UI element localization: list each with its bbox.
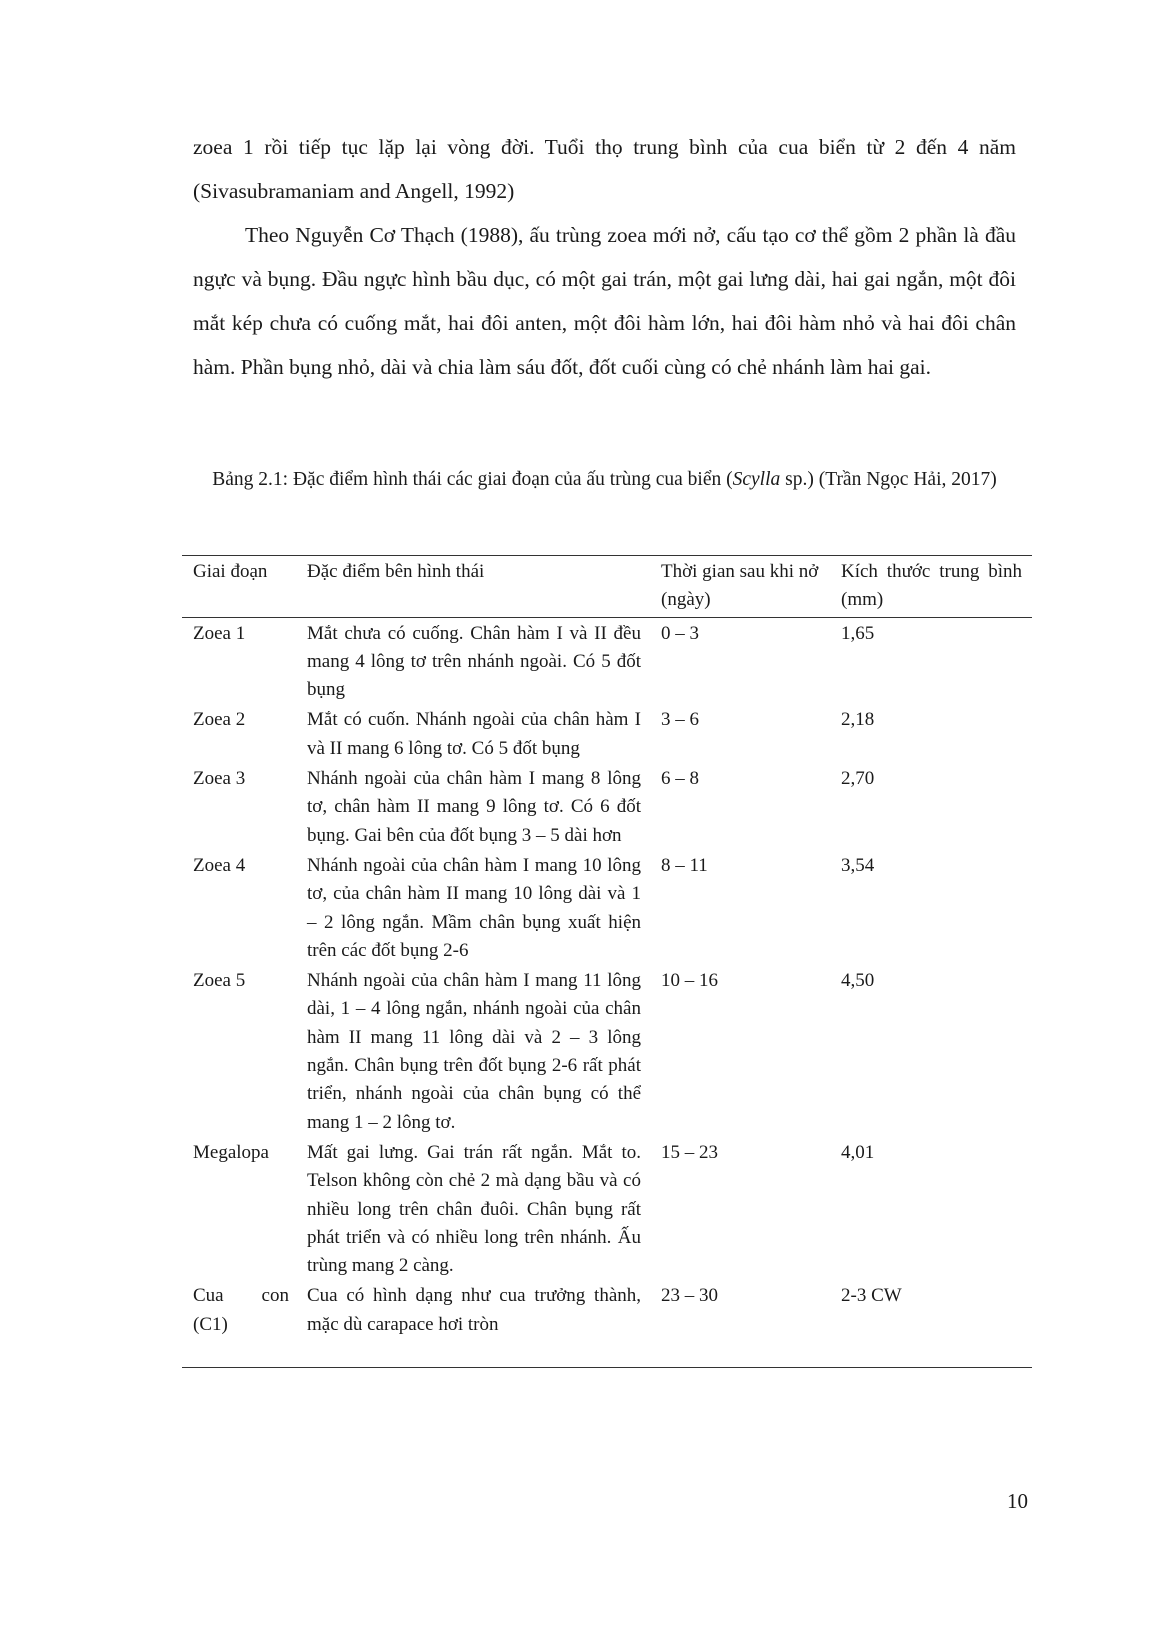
- table-container: [182, 555, 1032, 1368]
- body-text: [193, 125, 1016, 389]
- caption-text-after: sp.) (Trần Ngọc Hải, 2017): [780, 469, 997, 490]
- cell-morphology: Nhánh ngoài của chân hàm I mang 8 lông tơ, chân hàm II mang 9 lông tơ. Có 6 đốt bụng. Gai bên của đốt bụng 3 – 5 dài hơn: [307, 768, 641, 846]
- table-header-row: [182, 556, 1032, 618]
- cell-time: 10 – 16: [661, 970, 718, 992]
- cell-stage: Zoea 1: [193, 622, 246, 644]
- cell-morphology: Mắt chưa có cuống. Chân hàm I và II đều mang 4 lông tơ trên nhánh ngoài. Có 5 đốt bụng: [307, 622, 641, 701]
- header-average-size: Kích thước trung bình (mm): [841, 561, 1022, 611]
- header-time-after-hatch: Thời gian sau khi nở (ngày): [661, 561, 819, 611]
- cell-size: 3,54: [841, 854, 875, 876]
- header-stage: Giai đoạn: [193, 561, 268, 582]
- cell-size: 2-3 CW: [841, 1285, 902, 1307]
- paragraph-continuation: zoea 1 rồi tiếp tục lặp lại vòng đời. Tuổi thọ trung bình của cua biển từ 2 đến 4 năm (Sivasubramaniam and Angell, 1992): [193, 135, 1016, 203]
- table-row: [182, 763, 1032, 850]
- cell-time: 23 – 30: [661, 1285, 718, 1307]
- cell-size: 4,50: [841, 970, 875, 992]
- cell-time: 6 – 8: [661, 768, 699, 790]
- page-number: 10: [1007, 1489, 1028, 1513]
- cell-size: 2,18: [841, 709, 875, 731]
- cell-size: 2,70: [841, 768, 875, 790]
- cell-morphology: Mắt có cuốn. Nhánh ngoài của chân hàm I và II mang 6 lông tơ. Có 5 đốt bụng: [307, 709, 641, 759]
- cell-morphology: Nhánh ngoài của chân hàm I mang 11 lông dài, 1 – 4 lông ngắn, nhánh ngoài của chân hàm II mang 11 lông dài và 2 – 3 lông ngắn. Chân bụng trên đốt bụng 2-6 rất phát triển, nhánh ngoài của chân bụng có thể mang 1 – 2 lông tơ.: [307, 970, 641, 1133]
- cell-time: 0 – 3: [661, 622, 699, 644]
- larval-stage-table: [182, 555, 1032, 1367]
- cell-size: 4,01: [841, 1141, 875, 1163]
- cell-stage: Zoea 2: [193, 709, 246, 731]
- table-row: [182, 965, 1032, 1137]
- table-caption: [193, 458, 1016, 501]
- cell-morphology: Cua có hình dạng như cua trưởng thành, mặc dù carapace hơi tròn: [307, 1285, 641, 1335]
- cell-time: 8 – 11: [661, 854, 708, 876]
- header-morphology: Đặc điểm bên hình thái: [307, 561, 485, 582]
- caption-species-name: Scylla: [732, 469, 781, 490]
- table-row: [182, 704, 1032, 763]
- cell-morphology: Nhánh ngoài của chân hàm I mang 10 lông tơ, của chân hàm II mang 10 lông dài và 1 – 2 lông ngắn. Mầm chân bụng xuất hiện trên các đốt bụng 2-6: [307, 854, 641, 961]
- cell-time: 3 – 6: [661, 709, 699, 731]
- table-row: [182, 1280, 1032, 1367]
- cell-stage: Zoea 5: [193, 970, 246, 992]
- cell-stage: Zoea 3: [193, 768, 246, 790]
- cell-stage: Megalopa: [193, 1141, 269, 1163]
- cell-stage: Zoea 4: [193, 854, 246, 876]
- table-row: [182, 617, 1032, 704]
- table-row: [182, 1137, 1032, 1280]
- cell-size: 1,65: [841, 622, 875, 644]
- table-row: [182, 850, 1032, 965]
- cell-time: 15 – 23: [661, 1141, 718, 1163]
- cell-morphology: Mất gai lưng. Gai trán rất ngắn. Mắt to. Telson không còn chẻ 2 mà dạng bầu và có nhiều long trên chân đuôi. Chân bụng rất phát triển và có nhiều long trên nhánh. Ấu trùng mang 2 càng.: [307, 1141, 641, 1277]
- paragraph-nguyen-co-thach: Theo Nguyễn Cơ Thạch (1988), ấu trùng zoea mới nở, cấu tạo cơ thể gồm 2 phần là đầu ngực và bụng. Đầu ngực hình bầu dục, có một gai trán, một gai lưng dài, hai gai ngắn, một đôi mắt kép chưa có cuống mắt, hai đôi anten, một đôi hàm lớn, hai đôi hàm nhỏ và hai đôi chân hàm. Phần bụng nhỏ, dài và chia làm sáu đốt, đốt cuối cùng có chẻ nhánh làm hai gai.: [193, 223, 1016, 379]
- cell-stage: Cua con (C1): [193, 1285, 289, 1335]
- caption-text-before: Bảng 2.1: Đặc điểm hình thái các giai đoạn của ấu trùng cua biển (: [212, 469, 733, 490]
